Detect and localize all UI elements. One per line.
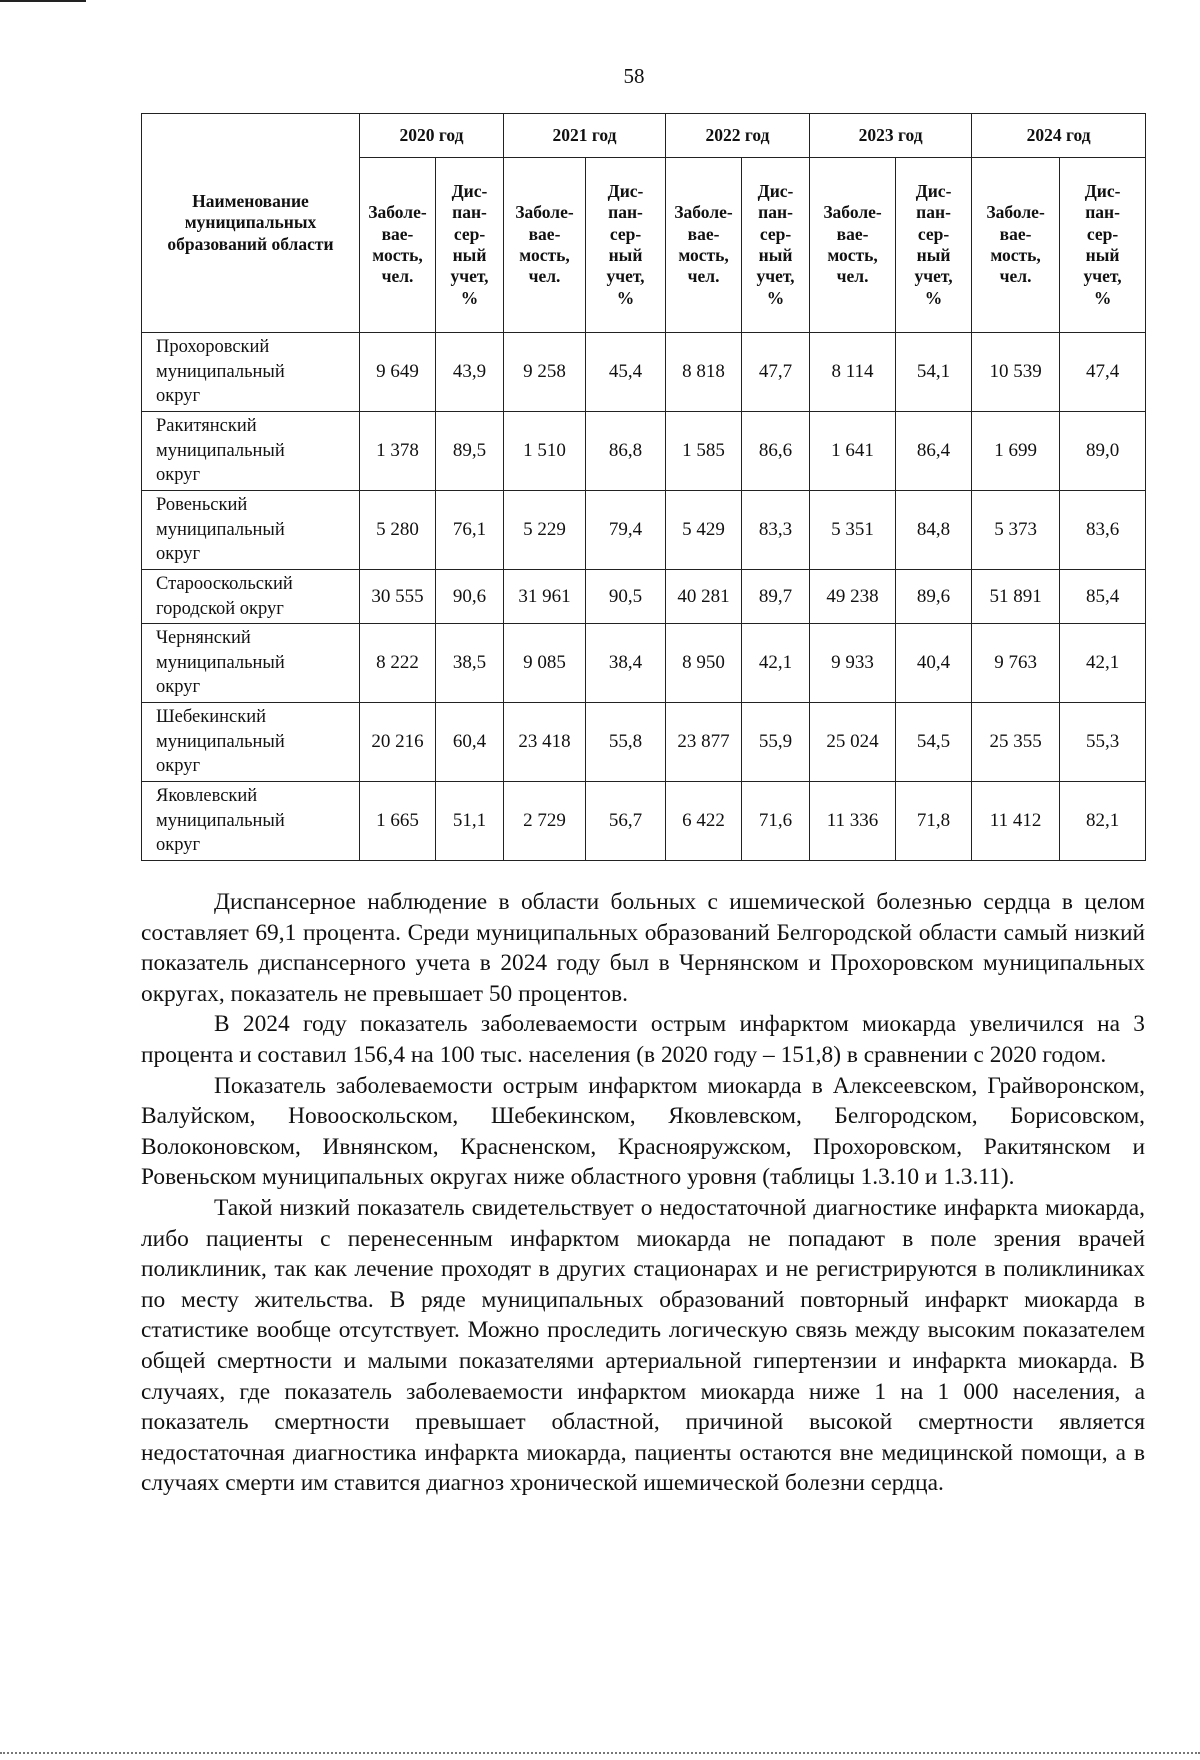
header-line: мость,	[519, 245, 570, 265]
morbidity-value-cell: 6 422	[666, 782, 742, 861]
region-name-line: городской округ	[156, 598, 284, 619]
header-line: ный	[608, 245, 643, 265]
region-name-line: округ	[156, 677, 201, 698]
dispensary-value-cell: 40,4	[896, 624, 972, 703]
morbidity-header	[810, 158, 896, 333]
dispensary-value-cell: 90,5	[586, 570, 666, 624]
dispensary-value-cell: 56,7	[586, 782, 666, 861]
morbidity-value-cell: 1 699	[972, 412, 1060, 491]
region-name-cell	[142, 703, 360, 782]
header-line: чел.	[381, 266, 414, 287]
dispensary-value-cell: 43,9	[436, 333, 504, 412]
region-name-cell	[142, 412, 360, 491]
table-row	[142, 624, 1146, 703]
header-line: %	[460, 287, 479, 308]
dispensary-value-cell: 38,4	[586, 624, 666, 703]
morbidity-value-cell: 8 114	[810, 333, 896, 412]
region-name-cell	[142, 491, 360, 570]
header-line: чел.	[836, 266, 869, 287]
header-line: учет,	[1083, 266, 1122, 287]
header-line: мость,	[372, 245, 423, 265]
table-row	[142, 782, 1146, 861]
top-edge-rule	[0, 0, 86, 2]
dispensary-value-cell: 90,6	[436, 570, 504, 624]
header-line: %	[1093, 287, 1112, 308]
morbidity-value-cell: 11 412	[972, 782, 1060, 861]
region-name-line: округ	[156, 756, 201, 777]
dispensary-value-cell: 55,3	[1060, 703, 1146, 782]
dispensary-value-cell: 42,1	[742, 624, 810, 703]
table-row	[142, 412, 1146, 491]
morbidity-value-cell: 9 085	[504, 624, 586, 703]
bottom-edge-rule	[0, 1752, 1200, 1754]
region-name-cell	[142, 570, 360, 624]
header-line: Дис-	[757, 180, 794, 201]
dispensary-value-cell: 47,4	[1060, 333, 1146, 412]
header-line: вае-	[687, 223, 720, 244]
morbidity-header	[666, 158, 742, 333]
header-line: %	[766, 287, 785, 308]
region-name-line: муниципальный	[156, 440, 285, 461]
morbidity-dispensary-table	[141, 113, 1146, 861]
morbidity-value-cell: 51 891	[972, 570, 1060, 624]
year-header-row	[142, 114, 1146, 158]
dispensary-value-cell: 45,4	[586, 333, 666, 412]
dispensary-value-cell: 86,8	[586, 412, 666, 491]
morbidity-value-cell: 5 229	[504, 491, 586, 570]
morbidity-value-cell: 30 555	[360, 570, 436, 624]
year-header: 2022 год	[666, 114, 810, 158]
morbidity-value-cell: 40 281	[666, 570, 742, 624]
morbidity-value-cell: 1 378	[360, 412, 436, 491]
dispensary-value-cell: 38,5	[436, 624, 504, 703]
morbidity-value-cell: 20 216	[360, 703, 436, 782]
morbidity-value-cell: 31 961	[504, 570, 586, 624]
header-line: вае-	[381, 223, 414, 244]
header-line: сер-	[453, 223, 486, 244]
paragraph: В 2024 году показатель заболеваемости острым инфарктом миокарда увеличился на 3 процента и составил 156,4 на 100 тыс. населения (в 2020 году – 151,8) в сравнении с 2020 годом.	[141, 1011, 1145, 1068]
header-line: %	[616, 287, 635, 308]
morbidity-value-cell: 8 222	[360, 624, 436, 703]
morbidity-value-cell: 25 024	[810, 703, 896, 782]
morbidity-value-cell: 23 418	[504, 703, 586, 782]
morbidity-value-cell: 1 641	[810, 412, 896, 491]
morbidity-header	[972, 158, 1060, 333]
dispensary-value-cell: 71,8	[896, 782, 972, 861]
dispensary-value-cell: 89,7	[742, 570, 810, 624]
dispensary-value-cell: 55,9	[742, 703, 810, 782]
morbidity-header	[360, 158, 436, 333]
morbidity-value-cell: 10 539	[972, 333, 1060, 412]
dispensary-value-cell: 71,6	[742, 782, 810, 861]
page-number: 58	[623, 64, 645, 88]
dispensary-value-cell: 76,1	[436, 491, 504, 570]
region-name-line: округ	[156, 465, 201, 486]
region-name-line: округ	[156, 835, 201, 856]
table-row	[142, 570, 1146, 624]
year-header: 2023 год	[810, 114, 972, 158]
morbidity-value-cell: 9 258	[504, 333, 586, 412]
header-line: мость,	[827, 245, 878, 265]
header-line: учет,	[450, 266, 489, 287]
header-line: учет,	[606, 266, 645, 287]
header-line: вае-	[836, 223, 869, 244]
morbidity-header	[504, 158, 586, 333]
morbidity-value-cell: 5 429	[666, 491, 742, 570]
region-name-line: муниципальный	[156, 731, 285, 752]
region-name-line: муниципальный	[156, 810, 285, 831]
region-name-line: Ровеньский	[156, 495, 248, 516]
header-line: вае-	[999, 223, 1032, 244]
morbidity-value-cell: 49 238	[810, 570, 896, 624]
header-line: сер-	[609, 223, 642, 244]
table-row	[142, 333, 1146, 412]
morbidity-value-cell: 2 729	[504, 782, 586, 861]
header-line: пан-	[916, 202, 951, 223]
header-line: ный	[452, 245, 487, 265]
dispensary-value-cell: 54,5	[896, 703, 972, 782]
header-line: пан-	[1085, 202, 1120, 223]
region-name-line: муниципальный	[156, 519, 285, 540]
dispensary-value-cell: 51,1	[436, 782, 504, 861]
region-name-cell	[142, 333, 360, 412]
morbidity-value-cell: 11 336	[810, 782, 896, 861]
header-line: сер-	[1086, 223, 1119, 244]
header-line: пан-	[608, 202, 643, 223]
header-line: ный	[1085, 245, 1120, 265]
region-name-header: Наименование муниципальных образований области	[142, 114, 360, 333]
body-text	[141, 887, 1145, 1499]
header-line: чел.	[999, 266, 1032, 287]
header-line: мость,	[990, 245, 1041, 265]
header-line: пан-	[452, 202, 487, 223]
header-line: Заболе-	[368, 202, 427, 223]
header-line: сер-	[759, 223, 792, 244]
morbidity-value-cell: 1 665	[360, 782, 436, 861]
dispensary-value-cell: 82,1	[1060, 782, 1146, 861]
region-name-line: Старооскольский	[156, 574, 293, 595]
year-header: 2020 год	[360, 114, 504, 158]
region-name-cell	[142, 624, 360, 703]
region-name-line: Шебекинский	[156, 707, 267, 728]
header-line: ный	[758, 245, 793, 265]
region-name-line: Прохоровский	[156, 337, 270, 358]
header-line: чел.	[528, 266, 561, 287]
dispensary-value-cell: 89,6	[896, 570, 972, 624]
morbidity-value-cell: 25 355	[972, 703, 1060, 782]
dispensary-value-cell: 86,6	[742, 412, 810, 491]
dispensary-value-cell: 85,4	[1060, 570, 1146, 624]
header-line: %	[924, 287, 943, 308]
dispensary-value-cell: 55,8	[586, 703, 666, 782]
morbidity-value-cell: 9 763	[972, 624, 1060, 703]
morbidity-value-cell: 5 280	[360, 491, 436, 570]
year-header: 2024 год	[972, 114, 1146, 158]
header-line: учет,	[914, 266, 953, 287]
header-line: мость,	[678, 245, 729, 265]
dispensary-header	[436, 158, 504, 333]
dispensary-value-cell: 79,4	[586, 491, 666, 570]
dispensary-value-cell: 83,6	[1060, 491, 1146, 570]
header-line: учет,	[756, 266, 795, 287]
dispensary-value-cell: 54,1	[896, 333, 972, 412]
morbidity-value-cell: 8 818	[666, 333, 742, 412]
morbidity-value-cell: 1 510	[504, 412, 586, 491]
morbidity-value-cell: 9 933	[810, 624, 896, 703]
morbidity-value-cell: 23 877	[666, 703, 742, 782]
header-line: ный	[916, 245, 951, 265]
region-name-line: округ	[156, 386, 201, 407]
dispensary-value-cell: 89,0	[1060, 412, 1146, 491]
header-line: вае-	[528, 223, 561, 244]
header-line: Дис-	[1084, 180, 1121, 201]
dispensary-header	[896, 158, 972, 333]
header-line: Дис-	[607, 180, 644, 201]
region-name-line: Ракитянский	[156, 416, 257, 437]
dispensary-value-cell: 84,8	[896, 491, 972, 570]
header-line: Заболе-	[674, 202, 733, 223]
region-name-cell	[142, 782, 360, 861]
header-line: Заболе-	[823, 202, 882, 223]
region-name-line: муниципальный	[156, 652, 285, 673]
header-line: пан-	[758, 202, 793, 223]
dispensary-value-cell: 42,1	[1060, 624, 1146, 703]
paragraph: Диспансерное наблюдение в области больных с ишемической болезнью сердца в целом составляет 69,1 процента. Среди муниципальных образований Белгородской области самый низкий показатель диспансерного учета в 2024 году был в Чернянском и Прохоровском муниципальных округах, показатель не превышает 50 процентов.	[141, 889, 1145, 1007]
region-name-line: Чернянский	[156, 628, 251, 649]
dispensary-value-cell: 47,7	[742, 333, 810, 412]
header-line: Заболе-	[515, 202, 574, 223]
morbidity-value-cell: 1 585	[666, 412, 742, 491]
dispensary-header	[742, 158, 810, 333]
dispensary-value-cell: 60,4	[436, 703, 504, 782]
paragraph: Такой низкий показатель свидетельствует о недостаточной диагностике инфаркта миокарда, либо пациенты с перенесенным инфарктом миокарда не попадают в поле зрения врачей поликлиник, так как лечение проходят в других стационарах и не регистрируются в поликлиниках по месту жительства. В ряде муниципальных образований повторный инфаркт миокарда в статистике вообще отсутствует. Можно проследить логическую связь между высоким показателем общей смертности и малыми показателями артериальной гипертензии и инфаркта миокарда. В случаях, где показатель заболеваемости инфарктом миокарда ниже 1 на 1 000 населения, а показатель смертности превышает областной, причиной высокой смертности является недостаточная диагностика инфаркта миокарда, пациенты остаются вне медицинской помощи, а в случаях смерти им ставится диагноз хронической ишемической болезни сердца.	[141, 1194, 1145, 1497]
dispensary-value-cell: 86,4	[896, 412, 972, 491]
table-row	[142, 703, 1146, 782]
morbidity-value-cell: 5 351	[810, 491, 896, 570]
paragraph: Показатель заболеваемости острым инфарктом миокарда в Алексеевском, Грайворонском, Валуйском, Новооскольском, Шебекинском, Яковлевском, Белгородском, Борисовском, Волоконовском, Ивнянском, Красненском, Краснояружском, Прохоровском, Ракитянском и Ровеньском муниципальных округах ниже областного уровня (таблицы 1.3.10 и 1.3.11).	[141, 1072, 1145, 1191]
dispensary-header	[1060, 158, 1146, 333]
header-line: чел.	[687, 266, 720, 287]
region-name-line: муниципальный	[156, 361, 285, 382]
region-name-line: округ	[156, 544, 201, 565]
morbidity-value-cell: 5 373	[972, 491, 1060, 570]
year-header: 2021 год	[504, 114, 666, 158]
header-line: Заболе-	[986, 202, 1045, 223]
table-row	[142, 491, 1146, 570]
region-name-line: Яковлевский	[156, 786, 258, 807]
dispensary-value-cell: 83,3	[742, 491, 810, 570]
header-line: Дис-	[915, 180, 952, 201]
morbidity-value-cell: 9 649	[360, 333, 436, 412]
dispensary-value-cell: 89,5	[436, 412, 504, 491]
header-line: сер-	[917, 223, 950, 244]
dispensary-header	[586, 158, 666, 333]
table-body	[142, 333, 1146, 861]
morbidity-value-cell: 8 950	[666, 624, 742, 703]
header-line: Дис-	[451, 180, 488, 201]
